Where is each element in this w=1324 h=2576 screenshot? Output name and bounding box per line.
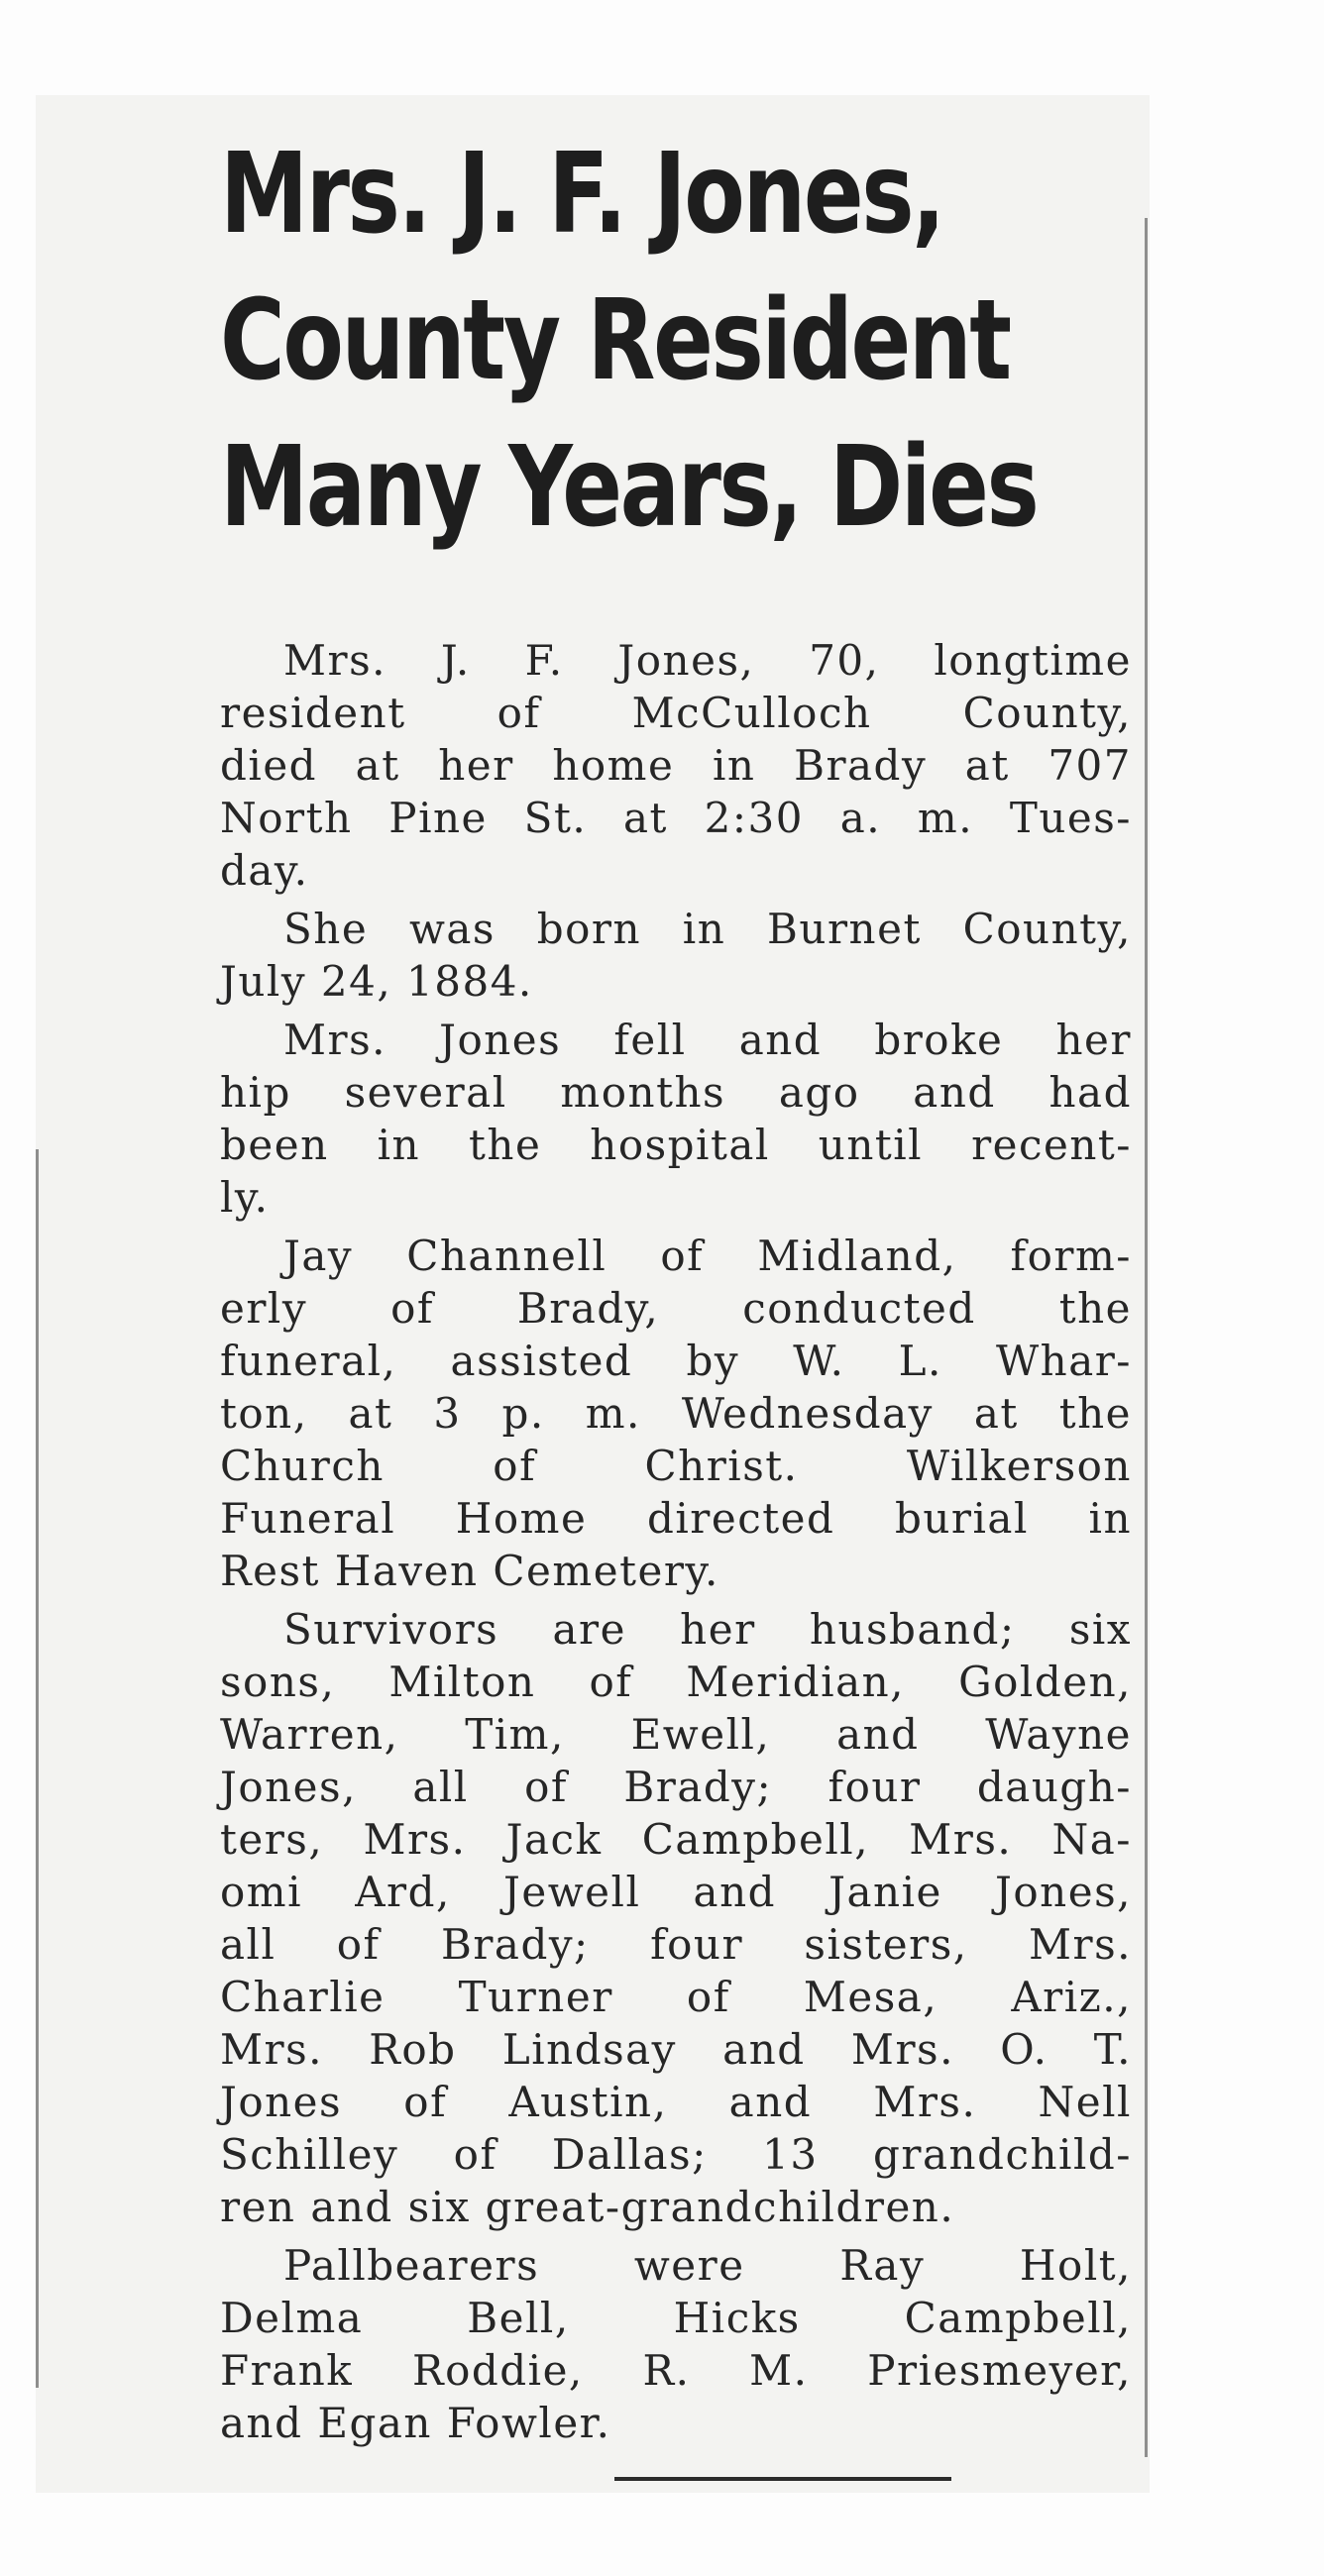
text-line: Mrs. J. F. Jones, 70, longtime [283, 636, 1132, 685]
text-line: Mrs. Jones fell and broke her [283, 1016, 1132, 1064]
text-line: Schilley of Dallas; 13 grandchild- [220, 2130, 1132, 2179]
obituary-paragraph [220, 2239, 1132, 2449]
text-line: Pallbearers were Ray Holt, [283, 2241, 1132, 2290]
headline-line-2: County Resident [220, 276, 1010, 405]
text-line: Delma Bell, Hicks Campbell, [220, 2294, 1132, 2342]
text-line: been in the hospital until recent- [220, 1121, 1132, 1169]
text-line: all of Brady; four sisters, Mrs. [220, 1920, 1132, 1969]
text-line: Jay Channell of Midland, form- [283, 1232, 1132, 1280]
text-line: omi Ard, Jewell and Janie Jones, [220, 1868, 1132, 1916]
text-line: ren and six great-grandchildren. [220, 2183, 955, 2231]
obituary-paragraph [220, 1603, 1132, 2233]
text-line: Funeral Home directed burial in [220, 1494, 1132, 1543]
obituary-headline [220, 121, 1038, 561]
obituary-paragraph [220, 634, 1132, 897]
headline-line-3: Many Years, Dies [220, 423, 1038, 552]
text-line: Charlie Turner of Mesa, Ariz., [220, 1973, 1132, 2021]
text-line: ly. [220, 1173, 270, 1222]
text-line: Survivors are her husband; six [283, 1605, 1132, 1654]
text-line: Church of Christ. Wilkerson [220, 1442, 1132, 1490]
text-line: Frank Roddie, R. M. Priesmeyer, [220, 2346, 1132, 2395]
text-line: Mrs. Rob Lindsay and Mrs. O. T. [220, 2025, 1132, 2074]
headline-line-1: Mrs. J. F. Jones, [220, 130, 943, 259]
text-line: July 24, 1884. [220, 957, 533, 1006]
clipping-left-edge [36, 1149, 39, 2388]
obituary-paragraph [220, 1230, 1132, 1597]
text-line: Jones of Austin, and Mrs. Nell [220, 2078, 1132, 2126]
obituary-paragraph [220, 1014, 1132, 1224]
text-line: Warren, Tim, Ewell, and Wayne [220, 1710, 1132, 1759]
text-line: North Pine St. at 2:30 a. m. Tues- [220, 794, 1132, 842]
text-line: She was born in Burnet County, [283, 905, 1132, 953]
obituary-body [220, 634, 1132, 2455]
text-line: erly of Brady, conducted the [220, 1284, 1132, 1333]
clipping-right-edge [1145, 218, 1148, 2457]
text-line: ton, at 3 p. m. Wednesday at the [220, 1389, 1132, 1438]
text-line: resident of McCulloch County, [220, 689, 1132, 737]
text-line: died at her home in Brady at 707 [220, 741, 1132, 790]
text-line: Jones, all of Brady; four daugh- [220, 1763, 1132, 1811]
text-line: sons, Milton of Meridian, Golden, [220, 1658, 1132, 1706]
text-line: hip several months ago and had [220, 1068, 1132, 1117]
text-line: funeral, assisted by W. L. Whar- [220, 1337, 1132, 1385]
text-line: Rest Haven Cemetery. [220, 1547, 719, 1595]
text-line: day. [220, 846, 309, 895]
text-line: ters, Mrs. Jack Campbell, Mrs. Na- [220, 1815, 1132, 1864]
obituary-paragraph [220, 903, 1132, 1008]
end-rule [614, 2477, 951, 2481]
text-line: and Egan Fowler. [220, 2399, 611, 2447]
